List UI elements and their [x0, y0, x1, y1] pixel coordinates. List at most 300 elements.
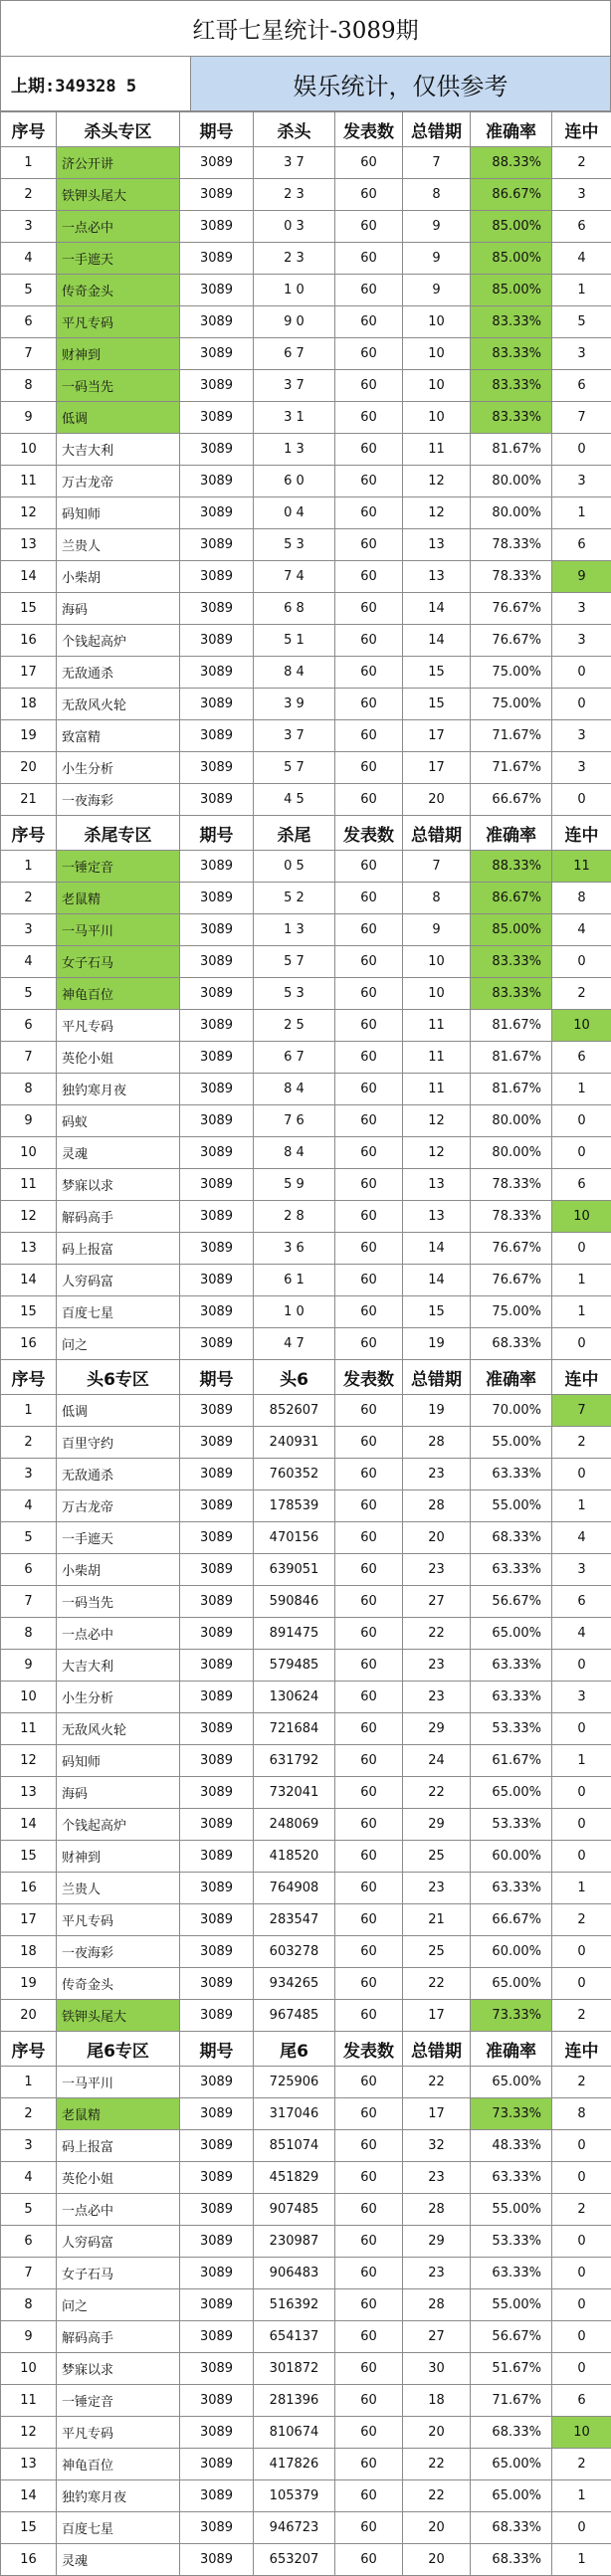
header-index: 序号: [1, 816, 57, 851]
last-period-label: 上期:349328 5: [1, 57, 191, 110]
expert-name: 百里守约: [57, 1427, 180, 1459]
expert-name: 百度七星: [57, 1296, 180, 1328]
table-row: [1, 593, 611, 625]
header-accuracy: 准确率: [471, 816, 552, 851]
predicted-value: 130624: [254, 1682, 335, 1713]
predicted-value: 6 7: [254, 338, 335, 370]
row-index: 12: [1, 2417, 57, 2449]
error-count: 28: [403, 2194, 471, 2226]
accuracy-rate: 61.67%: [471, 1745, 552, 1777]
period-number: 3089: [180, 561, 254, 593]
accuracy-rate: 55.00%: [471, 2194, 552, 2226]
table-row: [1, 2162, 611, 2194]
accuracy-rate: 68.33%: [471, 2544, 552, 2576]
period-number: 3089: [180, 243, 254, 275]
predicted-value: 2 5: [254, 1010, 335, 1042]
table-row: [1, 1713, 611, 1745]
error-count: 27: [403, 1586, 471, 1618]
table-row: [1, 2385, 611, 2417]
table-row: [1, 179, 611, 211]
row-index: 14: [1, 1265, 57, 1296]
post-count: 60: [335, 978, 403, 1010]
accuracy-rate: 66.67%: [471, 784, 552, 816]
row-index: 17: [1, 657, 57, 689]
error-count: 17: [403, 720, 471, 752]
post-count: 60: [335, 370, 403, 402]
predicted-value: 240931: [254, 1427, 335, 1459]
win-streak: 0: [552, 1777, 611, 1809]
row-index: 7: [1, 338, 57, 370]
error-count: 29: [403, 1809, 471, 1841]
row-index: 6: [1, 306, 57, 338]
table-row: [1, 1105, 611, 1137]
predicted-value: 3 7: [254, 370, 335, 402]
row-index: 4: [1, 1490, 57, 1522]
period-number: 3089: [180, 1395, 254, 1427]
expert-name: 女子石马: [57, 946, 180, 978]
error-count: 11: [403, 1074, 471, 1105]
expert-name: 小柴胡: [57, 561, 180, 593]
expert-name: 独钓寒月夜: [57, 2480, 180, 2512]
error-count: 14: [403, 1265, 471, 1296]
section-header-row: [1, 2032, 611, 2067]
period-number: 3089: [180, 1522, 254, 1554]
period-number: 3089: [180, 1459, 254, 1490]
expert-name: 传奇金头: [57, 1968, 180, 2000]
header-errors: 总错期: [403, 2032, 471, 2067]
expert-name: 小生分析: [57, 1682, 180, 1713]
expert-name: 问之: [57, 1328, 180, 1360]
win-streak: 3: [552, 1554, 611, 1586]
predicted-value: 3 7: [254, 720, 335, 752]
post-count: 60: [335, 1650, 403, 1682]
table-row: [1, 1745, 611, 1777]
table-row: [1, 2000, 611, 2032]
expert-name: 万古龙帝: [57, 466, 180, 497]
expert-name: 灵魂: [57, 2544, 180, 2576]
expert-name: 财神到: [57, 338, 180, 370]
period-number: 3089: [180, 275, 254, 306]
post-count: 60: [335, 2289, 403, 2321]
accuracy-rate: 78.33%: [471, 529, 552, 561]
header-value: 杀头: [254, 112, 335, 147]
period-number: 3089: [180, 1233, 254, 1265]
win-streak: 4: [552, 1618, 611, 1650]
expert-name: 人穷码富: [57, 1265, 180, 1296]
expert-name: 人穷码富: [57, 2226, 180, 2258]
win-streak: 0: [552, 1841, 611, 1873]
predicted-value: 810674: [254, 2417, 335, 2449]
header-errors: 总错期: [403, 112, 471, 147]
error-count: 17: [403, 752, 471, 784]
period-number: 3089: [180, 1713, 254, 1745]
header-index: 序号: [1, 2032, 57, 2067]
table-row: [1, 2480, 611, 2512]
period-number: 3089: [180, 1586, 254, 1618]
period-number: 3089: [180, 657, 254, 689]
header-period: 期号: [180, 112, 254, 147]
predicted-value: 8 4: [254, 657, 335, 689]
accuracy-rate: 51.67%: [471, 2353, 552, 2385]
post-count: 60: [335, 2544, 403, 2576]
row-index: 15: [1, 2512, 57, 2544]
table-row: [1, 466, 611, 497]
predicted-value: 967485: [254, 2000, 335, 2032]
error-count: 17: [403, 2098, 471, 2130]
predicted-value: 7 4: [254, 561, 335, 593]
predicted-value: 721684: [254, 1713, 335, 1745]
win-streak: 2: [552, 978, 611, 1010]
header-zone: 杀头专区: [57, 112, 180, 147]
row-index: 8: [1, 2289, 57, 2321]
accuracy-rate: 76.67%: [471, 1233, 552, 1265]
post-count: 60: [335, 1169, 403, 1201]
period-number: 3089: [180, 2449, 254, 2480]
accuracy-rate: 63.33%: [471, 1873, 552, 1904]
expert-name: 一码当先: [57, 1586, 180, 1618]
row-index: 6: [1, 2226, 57, 2258]
accuracy-rate: 55.00%: [471, 2289, 552, 2321]
period-number: 3089: [180, 593, 254, 625]
row-index: 1: [1, 2067, 57, 2098]
expert-name: 一点必中: [57, 211, 180, 243]
table-row: [1, 1936, 611, 1968]
period-number: 3089: [180, 1074, 254, 1105]
error-count: 9: [403, 275, 471, 306]
table-row: [1, 1554, 611, 1586]
table-row: [1, 306, 611, 338]
table-row: [1, 1618, 611, 1650]
post-count: 60: [335, 1074, 403, 1105]
period-number: 3089: [180, 1841, 254, 1873]
post-count: 60: [335, 1201, 403, 1233]
post-count: 60: [335, 2353, 403, 2385]
period-number: 3089: [180, 2098, 254, 2130]
post-count: 60: [335, 720, 403, 752]
predicted-value: 7 6: [254, 1105, 335, 1137]
expert-name: 致富精: [57, 720, 180, 752]
row-index: 13: [1, 529, 57, 561]
period-number: 3089: [180, 1618, 254, 1650]
period-number: 3089: [180, 2544, 254, 2576]
predicted-value: 283547: [254, 1904, 335, 1936]
period-number: 3089: [180, 1265, 254, 1296]
expert-name: 海码: [57, 593, 180, 625]
error-count: 28: [403, 1427, 471, 1459]
accuracy-rate: 68.33%: [471, 2417, 552, 2449]
predicted-value: 5 7: [254, 752, 335, 784]
accuracy-rate: 65.00%: [471, 1777, 552, 1809]
stats-table: [0, 111, 611, 2576]
table-row: [1, 883, 611, 914]
post-count: 60: [335, 2226, 403, 2258]
expert-name: 码知师: [57, 1745, 180, 1777]
table-row: [1, 2417, 611, 2449]
header-errors: 总错期: [403, 1360, 471, 1395]
error-count: 9: [403, 243, 471, 275]
period-number: 3089: [180, 883, 254, 914]
post-count: 60: [335, 1427, 403, 1459]
predicted-value: 653207: [254, 2544, 335, 2576]
period-number: 3089: [180, 1169, 254, 1201]
expert-name: 低调: [57, 1395, 180, 1427]
predicted-value: 6 0: [254, 466, 335, 497]
row-index: 3: [1, 914, 57, 946]
row-index: 6: [1, 1554, 57, 1586]
expert-name: 个钱起高炉: [57, 625, 180, 657]
row-index: 6: [1, 1010, 57, 1042]
expert-name: 平凡专码: [57, 1010, 180, 1042]
accuracy-rate: 68.33%: [471, 1328, 552, 1360]
predicted-value: 4 7: [254, 1328, 335, 1360]
period-number: 3089: [180, 2258, 254, 2289]
post-count: 60: [335, 497, 403, 529]
predicted-value: 732041: [254, 1777, 335, 1809]
period-number: 3089: [180, 434, 254, 466]
expert-name: 无敌通杀: [57, 657, 180, 689]
accuracy-rate: 53.33%: [471, 1713, 552, 1745]
table-row: [1, 657, 611, 689]
row-index: 7: [1, 1042, 57, 1074]
error-count: 19: [403, 1395, 471, 1427]
period-number: 3089: [180, 1968, 254, 2000]
table-row: [1, 1010, 611, 1042]
table-row: [1, 1074, 611, 1105]
accuracy-rate: 75.00%: [471, 689, 552, 720]
win-streak: 3: [552, 625, 611, 657]
period-number: 3089: [180, 720, 254, 752]
table-row: [1, 275, 611, 306]
header-streak: 连中: [552, 2032, 611, 2067]
post-count: 60: [335, 1265, 403, 1296]
post-count: 60: [335, 2480, 403, 2512]
error-count: 14: [403, 1233, 471, 1265]
predicted-value: 6 7: [254, 1042, 335, 1074]
expert-name: 一码当先: [57, 370, 180, 402]
predicted-value: 725906: [254, 2067, 335, 2098]
predicted-value: 654137: [254, 2321, 335, 2353]
error-count: 11: [403, 1010, 471, 1042]
error-count: 18: [403, 2385, 471, 2417]
expert-name: 一马平川: [57, 2067, 180, 2098]
win-streak: 2: [552, 2067, 611, 2098]
accuracy-rate: 78.33%: [471, 1201, 552, 1233]
period-number: 3089: [180, 2162, 254, 2194]
win-streak: 0: [552, 1713, 611, 1745]
error-count: 10: [403, 338, 471, 370]
post-count: 60: [335, 2321, 403, 2353]
period-number: 3089: [180, 2067, 254, 2098]
post-count: 60: [335, 784, 403, 816]
post-count: 60: [335, 883, 403, 914]
row-index: 11: [1, 466, 57, 497]
predicted-value: 852607: [254, 1395, 335, 1427]
accuracy-rate: 71.67%: [471, 720, 552, 752]
accuracy-rate: 68.33%: [471, 1522, 552, 1554]
predicted-value: 907485: [254, 2194, 335, 2226]
row-index: 8: [1, 370, 57, 402]
predicted-value: 8 4: [254, 1137, 335, 1169]
row-index: 8: [1, 1618, 57, 1650]
post-count: 60: [335, 2194, 403, 2226]
win-streak: 1: [552, 1745, 611, 1777]
header-streak: 连中: [552, 1360, 611, 1395]
accuracy-rate: 60.00%: [471, 1841, 552, 1873]
win-streak: 2: [552, 2000, 611, 2032]
win-streak: 6: [552, 1169, 611, 1201]
predicted-value: 934265: [254, 1968, 335, 2000]
expert-name: 老鼠精: [57, 2098, 180, 2130]
accuracy-rate: 56.67%: [471, 2321, 552, 2353]
accuracy-rate: 63.33%: [471, 1650, 552, 1682]
win-streak: 4: [552, 243, 611, 275]
row-index: 7: [1, 1586, 57, 1618]
error-count: 10: [403, 306, 471, 338]
row-index: 10: [1, 2353, 57, 2385]
row-index: 10: [1, 1682, 57, 1713]
row-index: 2: [1, 2098, 57, 2130]
win-streak: 0: [552, 1936, 611, 1968]
win-streak: 0: [552, 2289, 611, 2321]
predicted-value: 760352: [254, 1459, 335, 1490]
period-number: 3089: [180, 529, 254, 561]
row-index: 12: [1, 497, 57, 529]
error-count: 10: [403, 946, 471, 978]
period-number: 3089: [180, 306, 254, 338]
error-count: 10: [403, 978, 471, 1010]
expert-name: 一锤定音: [57, 851, 180, 883]
row-index: 3: [1, 1459, 57, 1490]
row-index: 1: [1, 851, 57, 883]
predicted-value: 317046: [254, 2098, 335, 2130]
win-streak: 2: [552, 1427, 611, 1459]
post-count: 60: [335, 1010, 403, 1042]
header-index: 序号: [1, 112, 57, 147]
error-count: 21: [403, 1904, 471, 1936]
error-count: 13: [403, 1201, 471, 1233]
win-streak: 0: [552, 2321, 611, 2353]
error-count: 14: [403, 593, 471, 625]
predicted-value: 4 5: [254, 784, 335, 816]
row-index: 14: [1, 1809, 57, 1841]
win-streak: 2: [552, 2194, 611, 2226]
error-count: 28: [403, 2289, 471, 2321]
error-count: 25: [403, 1841, 471, 1873]
win-streak: 0: [552, 1137, 611, 1169]
win-streak: 1: [552, 2544, 611, 2576]
post-count: 60: [335, 1904, 403, 1936]
error-count: 22: [403, 2449, 471, 2480]
win-streak: 6: [552, 370, 611, 402]
expert-name: 独钓寒月夜: [57, 1074, 180, 1105]
period-number: 3089: [180, 1873, 254, 1904]
post-count: 60: [335, 243, 403, 275]
win-streak: 6: [552, 1586, 611, 1618]
header-zone: 头6专区: [57, 1360, 180, 1395]
expert-name: 英伦小姐: [57, 1042, 180, 1074]
win-streak: 0: [552, 784, 611, 816]
win-streak: 1: [552, 1265, 611, 1296]
accuracy-rate: 83.33%: [471, 370, 552, 402]
period-number: 3089: [180, 1777, 254, 1809]
post-count: 60: [335, 625, 403, 657]
error-count: 12: [403, 466, 471, 497]
accuracy-rate: 71.67%: [471, 752, 552, 784]
win-streak: 0: [552, 2226, 611, 2258]
predicted-value: 3 6: [254, 1233, 335, 1265]
table-row: [1, 1968, 611, 2000]
win-streak: 0: [552, 1105, 611, 1137]
row-index: 5: [1, 978, 57, 1010]
accuracy-rate: 78.33%: [471, 1169, 552, 1201]
row-index: 20: [1, 2000, 57, 2032]
row-index: 13: [1, 1233, 57, 1265]
error-count: 9: [403, 914, 471, 946]
error-count: 10: [403, 370, 471, 402]
header-zone: 尾6专区: [57, 2032, 180, 2067]
predicted-value: 0 3: [254, 211, 335, 243]
period-number: 3089: [180, 1042, 254, 1074]
post-count: 60: [335, 561, 403, 593]
expert-name: 无敌通杀: [57, 1459, 180, 1490]
accuracy-rate: 56.67%: [471, 1586, 552, 1618]
period-number: 3089: [180, 978, 254, 1010]
period-number: 3089: [180, 497, 254, 529]
period-number: 3089: [180, 370, 254, 402]
period-number: 3089: [180, 689, 254, 720]
accuracy-rate: 83.33%: [471, 946, 552, 978]
period-number: 3089: [180, 946, 254, 978]
error-count: 13: [403, 529, 471, 561]
win-streak: 6: [552, 2385, 611, 2417]
error-count: 27: [403, 2321, 471, 2353]
predicted-value: 764908: [254, 1873, 335, 1904]
accuracy-rate: 48.33%: [471, 2130, 552, 2162]
accuracy-rate: 85.00%: [471, 275, 552, 306]
win-streak: 3: [552, 466, 611, 497]
post-count: 60: [335, 1682, 403, 1713]
post-count: 60: [335, 1936, 403, 1968]
expert-name: 解码高手: [57, 1201, 180, 1233]
expert-name: 码知师: [57, 497, 180, 529]
accuracy-rate: 63.33%: [471, 1554, 552, 1586]
accuracy-rate: 83.33%: [471, 306, 552, 338]
post-count: 60: [335, 593, 403, 625]
row-index: 4: [1, 946, 57, 978]
table-row: [1, 978, 611, 1010]
header-accuracy: 准确率: [471, 1360, 552, 1395]
table-row: [1, 434, 611, 466]
period-number: 3089: [180, 2194, 254, 2226]
post-count: 60: [335, 657, 403, 689]
accuracy-rate: 65.00%: [471, 2449, 552, 2480]
accuracy-rate: 88.33%: [471, 851, 552, 883]
table-row: [1, 1586, 611, 1618]
row-index: 7: [1, 2258, 57, 2289]
row-index: 3: [1, 211, 57, 243]
error-count: 7: [403, 851, 471, 883]
expert-name: 铁钾头尾大: [57, 179, 180, 211]
expert-name: 老鼠精: [57, 883, 180, 914]
row-index: 17: [1, 1904, 57, 1936]
win-streak: 0: [552, 2130, 611, 2162]
row-index: 5: [1, 2194, 57, 2226]
post-count: 60: [335, 2512, 403, 2544]
table-row: [1, 2449, 611, 2480]
win-streak: 8: [552, 2098, 611, 2130]
table-row: [1, 338, 611, 370]
error-count: 13: [403, 561, 471, 593]
